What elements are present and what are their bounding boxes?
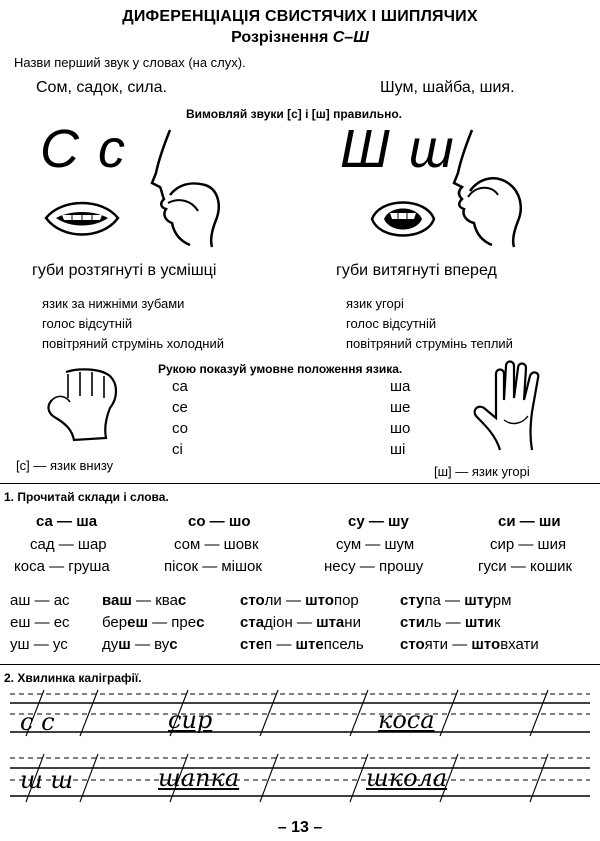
s-syllable: са [172,378,188,395]
plain-text: бер [102,614,128,631]
section-divider [0,664,600,665]
grid-word-pair [10,614,70,631]
words-s: Сом, садок, сила. [36,79,167,96]
sh-letters: Ш ш [340,119,456,179]
plain-text: псель [323,636,364,653]
page-title: ДИФЕРЕНЦІАЦІЯ СВИСТЯЧИХ І ШИПЛЯЧИХ [122,8,478,25]
sh-syllables [390,376,410,460]
calligraphy-word: сир [168,706,213,734]
pair-s-sh: са — ша [36,513,98,530]
plain-text: п — [264,636,296,653]
grid-word-pair [102,592,186,609]
plain-text: па — [424,592,465,609]
word-pair: сир — шия [490,536,567,553]
highlighted-syllable: сти [400,614,425,631]
section1-title: 1. Прочитай склади і слова. [4,490,169,504]
s-note: язик за нижніми зубами [42,296,185,311]
grid-word-pair [102,636,178,653]
pair-s-sh: си — ши [498,513,561,530]
highlighted-syllable: што [305,592,334,609]
highlighted-syllable: еш [127,614,148,631]
section-divider [0,483,600,484]
sh-syllable: шо [390,420,411,437]
plain-text: уш — ус [10,636,68,653]
grid-word-pair [240,614,361,631]
highlighted-syllable: с [177,592,187,609]
highlighted-syllable: сто [240,592,265,609]
plain-text: ни [344,614,361,631]
plain-text: ду [102,636,119,653]
s-lips: губи розтягнуті в усмішці [32,262,217,279]
sh-syllable: ша [390,378,411,395]
plain-text: яти — [424,636,472,653]
sh-note: голос відсутній [346,316,437,331]
word-pair: гуси — кошик [478,558,573,575]
subtitle-letters: С–Ш [332,29,369,46]
word-pair: несу — прошу [324,558,424,575]
sh-note: повітряний струмінь теплий [346,336,513,351]
s-syllable: сі [172,441,183,458]
mouth-smile-icon [44,196,120,242]
plain-text: ли — [264,592,306,609]
s-notes [42,294,224,354]
highlighted-syllable: сте [240,636,265,653]
word-pair: сад — шар [30,536,107,553]
plain-text: — ву [130,636,170,653]
grid-word-pair [400,614,500,631]
pair-s-sh: су — шу [348,513,409,530]
highlighted-syllable: сту [400,592,425,609]
s-caption: [с] — язик внизу [16,458,114,473]
highlighted-syllable: ш [118,636,131,653]
sh-notes [346,294,513,354]
page-subtitle [0,29,600,47]
plain-text: — ква [131,592,178,609]
s-letters: С с [40,119,127,179]
highlighted-syllable: шту [464,592,493,609]
plain-text: вхати [500,636,539,653]
s-syllable: со [172,420,189,437]
s-note: голос відсутній [42,316,133,331]
plain-text: к [493,614,501,631]
sh-caption: [ш] — язик угорі [434,464,530,479]
grid-word-pair [10,636,68,653]
word-pair: сум — шум [336,536,415,553]
grid-word-pair [240,592,359,609]
calligraphy-s: с с [20,708,55,736]
plain-text: діон — [264,614,317,631]
plain-text: аш — ас [10,592,70,609]
highlighted-syllable: с [196,614,205,631]
calligraphy-word: шапка [158,764,240,792]
calligraphy-lines [0,688,600,812]
highlighted-syllable: сто [400,636,425,653]
sh-syllable: ше [390,399,411,416]
sh-syllable: ші [390,441,406,458]
sh-lips: губи витягнуті вперед [336,262,497,279]
head-profile-s-icon [150,125,245,250]
grid-word-pair [10,592,70,609]
hand-instruction: Рукою показуй умовне положення язика. [158,362,403,376]
plain-text: рм [492,592,512,609]
word-pair: сом — шовк [174,536,259,553]
pronounce-instruction: Вимовляй звуки [с] і [ш] правильно. [186,107,402,121]
highlighted-syllable: што [471,636,501,653]
mouth-round-icon [370,193,436,245]
grid-word-pair [400,636,539,653]
plain-text: еш — ес [10,614,70,631]
subtitle-prefix: Розрізнення [231,29,333,46]
grid-word-pair [400,592,511,609]
sh-note: язик угорі [346,296,404,311]
calligraphy-word: школа [366,764,448,792]
words-sh: Шум, шайба, шия. [380,79,515,96]
grid-word-pair [102,614,204,631]
s-syllable: се [172,399,188,416]
grid-word-pair [240,636,364,653]
plain-text: пор [333,592,359,609]
highlighted-syllable: ште [295,636,324,653]
word-pair: коса — груша [14,558,110,575]
calligraphy-sh: ш ш [20,766,74,794]
pair-s-sh: со — шо [188,513,251,530]
s-syllables [172,376,188,460]
highlighted-syllable: ваш [102,592,132,609]
open-hand-icon [470,360,550,452]
page-number: – 13 – [277,819,323,836]
highlighted-syllable: с [169,636,178,653]
plain-text: ль — [424,614,465,631]
highlighted-syllable: шта [316,614,345,631]
section2-title: 2. Хвилинка каліграфії. [4,671,142,685]
highlighted-syllable: шти [464,614,494,631]
plain-text: — пре [147,614,197,631]
intro-instruction: Назви перший звук у словах (на слух). [14,55,246,70]
word-pair: пісок — мішок [164,558,262,575]
s-note: повітряний струмінь холодний [42,336,224,351]
highlighted-syllable: ста [240,614,265,631]
head-profile-sh-icon [452,125,547,250]
calligraphy-word: коса [378,706,435,734]
fist-hand-icon [44,368,122,442]
